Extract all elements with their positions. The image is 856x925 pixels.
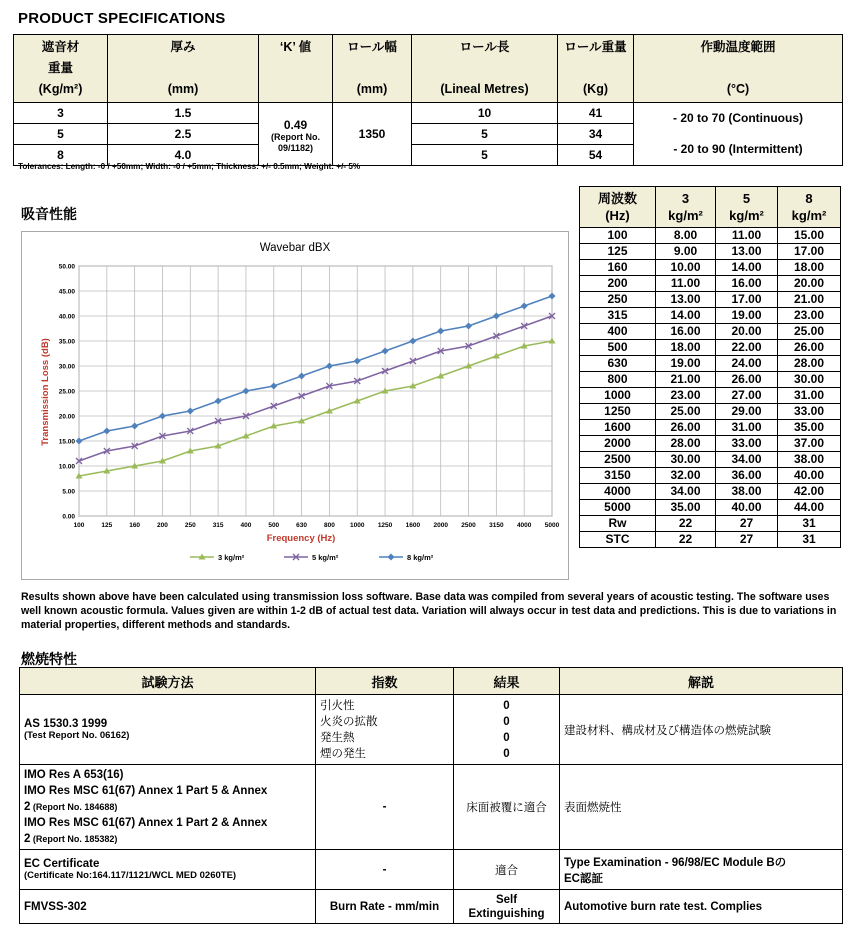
- col-k-value: ‘K’ 値: [259, 35, 333, 103]
- data-point: [298, 373, 305, 380]
- data-point: [242, 388, 249, 395]
- k-value-cell: 0.49 (Report No. 09/1182): [259, 103, 333, 166]
- legend-label: 3 kg/m²: [218, 553, 245, 562]
- data-point: [493, 313, 500, 320]
- data-point: [549, 293, 556, 300]
- x-tick-label: 4000: [516, 522, 532, 529]
- x-tick-label: 1250: [377, 522, 393, 529]
- data-point: [354, 358, 361, 365]
- fire-row-ec: EC Certificate (Certificate No:164.117/1121/WCL MED 0260TE) - 適合 Type Examination - 96/98/EC Module Bの EC認証: [20, 850, 843, 890]
- data-point: [437, 328, 444, 335]
- data-point: [215, 398, 222, 405]
- freq-row: 160 10.00 14.00 18.00: [580, 260, 841, 276]
- y-tick-label: 20.00: [58, 413, 75, 421]
- col-temp-range: 作動温度範囲 (°C): [634, 35, 843, 103]
- data-point: [131, 423, 138, 430]
- absorption-heading: 吸音性能: [21, 206, 77, 222]
- y-tick-label: 30.00: [58, 363, 75, 371]
- col-weight: 遮音材 重量 (Kg/m²): [14, 35, 108, 103]
- legend-label: 5 kg/m²: [312, 553, 339, 562]
- freq-row: 2500 30.00 34.00 38.00: [580, 452, 841, 468]
- fire-header-row: 試験方法 指数 結果 解説: [20, 668, 843, 695]
- roll-width-cell: 1350: [333, 103, 412, 166]
- freq-row: STC 22 27 31: [580, 532, 841, 548]
- y-tick-label: 35.00: [58, 338, 75, 346]
- legend-label: 8 kg/m²: [407, 553, 434, 562]
- freq-header-row: 周波数 (Hz) 3 kg/m² 5 kg/m² 8 kg/m²: [580, 187, 841, 228]
- data-point: [549, 338, 556, 344]
- data-point: [76, 438, 83, 445]
- series-line: [79, 296, 552, 441]
- freq-row: 250 13.00 17.00 21.00: [580, 292, 841, 308]
- freq-row: 4000 34.00 38.00 42.00: [580, 484, 841, 500]
- y-tick-label: 50.00: [58, 263, 75, 271]
- x-tick-label: 1600: [405, 522, 421, 529]
- data-point: [382, 348, 389, 355]
- freq-row: 1000 23.00 27.00 31.00: [580, 388, 841, 404]
- temp-cell: - 20 to 70 (Continuous) - 20 to 90 (Intermittent): [634, 103, 843, 166]
- x-tick-label: 2500: [461, 522, 476, 529]
- y-axis-label: Transmission Loss (dB): [40, 338, 51, 446]
- x-tick-label: 1000: [350, 522, 365, 529]
- x-tick-label: 400: [240, 522, 252, 529]
- chart-title: Wavebar dBX: [259, 242, 331, 254]
- transmission-loss-chart: [22, 232, 568, 579]
- col-roll-length: ロール長 (Lineal Metres): [412, 35, 558, 103]
- data-point: [187, 408, 194, 415]
- y-tick-label: 40.00: [58, 313, 75, 321]
- freq-row: 125 9.00 13.00 17.00: [580, 244, 841, 260]
- freq-row: Rw 22 27 31: [580, 516, 841, 532]
- fire-table: [19, 667, 843, 924]
- data-point: [465, 323, 472, 330]
- freq-row: 630 19.00 24.00 28.00: [580, 356, 841, 372]
- tolerances-note: Tolerances: Length: -0 / +50mm; Width: -0 / +5mm; Thickness: +/- 0.5mm; Weight: +/- 5%: [18, 162, 361, 171]
- spec-table: [13, 34, 843, 166]
- spec-row: 5 2.5 5 34: [14, 124, 843, 145]
- spec-header-row: [14, 35, 843, 103]
- data-point: [326, 363, 333, 370]
- spec-row: 8 4.0 5 54: [14, 145, 843, 166]
- x-tick-label: 2000: [433, 522, 448, 529]
- freq-row: 5000 35.00 40.00 44.00: [580, 500, 841, 516]
- x-tick-label: 125: [101, 522, 113, 529]
- x-tick-label: 160: [129, 522, 141, 529]
- page-title: PRODUCT SPECIFICATIONS: [18, 10, 226, 27]
- freq-row: 500 18.00 22.00 26.00: [580, 340, 841, 356]
- fire-row-as1530: AS 1530.3 1999 (Test Report No. 06162) 引火性 火炎の拡散 発生熱 煙の発生 0 0 0 0 建設材料、構成材及び構造体の燃焼試験: [20, 695, 843, 765]
- y-tick-label: 45.00: [58, 288, 75, 296]
- data-point: [159, 413, 166, 420]
- data-point: [270, 383, 277, 390]
- x-tick-label: 200: [157, 522, 168, 529]
- freq-row: 100 8.00 11.00 15.00: [580, 228, 841, 244]
- series-3: [76, 293, 556, 445]
- data-point: [103, 428, 110, 435]
- freq-row: 1600 26.00 31.00 35.00: [580, 420, 841, 436]
- freq-row: 400 16.00 20.00 25.00: [580, 324, 841, 340]
- y-tick-label: 5.00: [62, 488, 75, 496]
- x-tick-label: 315: [212, 522, 224, 529]
- x-tick-label: 3150: [489, 522, 504, 529]
- freq-row: 3150 32.00 36.00 40.00: [580, 468, 841, 484]
- fire-row-fmvss: FMVSS-302 Burn Rate - mm/min Self Extinguishing Automotive burn rate test. Complies: [20, 890, 843, 924]
- x-tick-label: 5000: [544, 522, 560, 529]
- col-roll-weight: ロール重量 (Kg): [558, 35, 634, 103]
- spec-row: 3 1.5 0.49 (Report No. 09/1182) 1350 10 41 - 20 to 70 (Continuous) - 20 to 90 (Intermittent): [14, 103, 843, 124]
- y-tick-label: 25.00: [58, 388, 75, 396]
- y-tick-label: 15.00: [58, 438, 75, 446]
- frequency-table: [579, 186, 841, 548]
- series-line: [79, 341, 552, 476]
- freq-row: 315 14.00 19.00 23.00: [580, 308, 841, 324]
- x-tick-label: 500: [268, 522, 280, 529]
- y-tick-label: 10.00: [58, 463, 75, 471]
- data-point: [409, 338, 416, 345]
- x-tick-label: 630: [296, 522, 308, 529]
- fire-heading: 燃焼特性: [21, 651, 77, 667]
- data-point: [388, 554, 395, 561]
- chart-legend: [190, 553, 434, 562]
- col-thickness: 厚み (mm): [108, 35, 259, 103]
- fire-row-imo: IMO Res A 653(16) IMO Res MSC 61(67) Annex 1 Part 5 & Annex 2 (Report No. 184688) IMO Res MSC 61(67) Annex 1 Part 2 & Annex 2 (Report No. 185382) - 床面被覆に適合 表面燃焼性: [20, 765, 843, 850]
- series-1: [76, 338, 556, 479]
- freq-row: 200 11.00 16.00 20.00: [580, 276, 841, 292]
- x-tick-label: 100: [73, 522, 85, 529]
- freq-row: 1250 25.00 29.00 33.00: [580, 404, 841, 420]
- x-tick-label: 800: [323, 522, 335, 529]
- freq-row: 800 21.00 26.00 30.00: [580, 372, 841, 388]
- x-axis-label: Frequency (Hz): [266, 533, 336, 544]
- chart-frame: [21, 231, 569, 580]
- col-roll-width: ロール幅 (mm): [333, 35, 412, 103]
- y-tick-label: 0.00: [62, 513, 75, 521]
- data-point: [521, 303, 528, 310]
- x-tick-label: 250: [184, 522, 196, 529]
- freq-row: 2000 28.00 33.00 37.00: [580, 436, 841, 452]
- series-line: [79, 316, 552, 461]
- results-note: Results shown above have been calculated using transmission loss software. Base data was compiled from several years of acoustic testing. The software uses well known acoustic formula. Values given are within 1-2 dB of actual test data. Variation will always occur in test data and predictions. This is due to variations in material properties, different methods and standards.: [21, 591, 837, 631]
